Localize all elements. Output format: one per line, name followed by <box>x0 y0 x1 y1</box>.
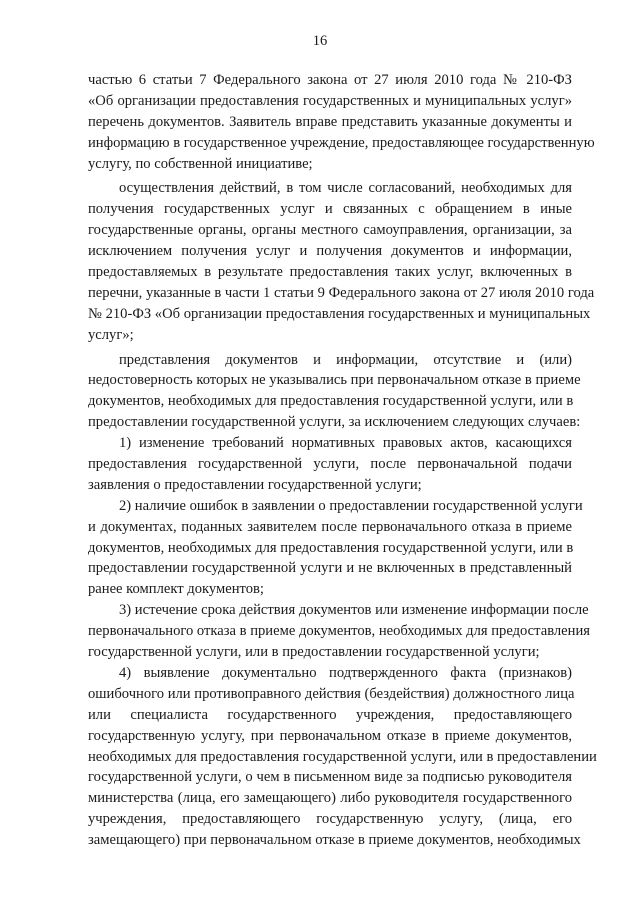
text-line: недостоверность которых не указывались при первоначальном отказе в приеме <box>88 372 581 389</box>
text-line: частью 6 статьи 7 Федерального закона от 27 июля 2010 года № 210-ФЗ <box>88 72 572 88</box>
text-line: исключением получения услуг и получения документов и информации, <box>88 243 572 260</box>
text-line: 3) истечение срока действия документов или изменение информации после <box>119 602 589 619</box>
text-line: ранее комплект документов; <box>88 581 264 598</box>
text-line: 1) изменение требований нормативных правовых актов, касающихся <box>119 435 572 452</box>
text-line: информацию в государственное учреждение, предоставляющее государственную <box>88 134 595 151</box>
text-line: услугу, по собственной инициативе; <box>88 155 313 172</box>
text-line: документов, необходимых для предоставления государственной услуги, или в <box>88 393 574 410</box>
text-line: государственные органы, органы местного самоуправления, организации, за <box>88 222 572 239</box>
text-line: необходимых для предоставления государственной услуги, или в предоставлении <box>88 748 597 765</box>
text-line: документов, необходимых для предоставления государственной услуги, или в <box>88 539 574 556</box>
text-line: 4) выявление документально подтвержденного факта (признаков) <box>119 664 572 681</box>
document-body <box>88 70 597 851</box>
text-line: предоставлении государственной услуги и не включенных в представленный <box>88 560 572 577</box>
text-line: государственной услуги, о чем в письменном виде за подписью руководителя <box>88 769 572 786</box>
text-line: ошибочного или противоправного действия (бездействия) должностного лица <box>88 685 575 702</box>
text-line: предоставления государственной услуги, после первоначальной подачи <box>88 456 572 473</box>
text-line: «Об организации предоставления государственных и муниципальных услуг» <box>88 92 572 109</box>
text-line: государственную услугу, при первоначальном отказе в приеме документов, <box>88 727 572 744</box>
text-line: предоставлении государственной услуги, за исключением следующих случаев: <box>88 414 581 431</box>
text-line: заявления о предоставлении государственной услуги; <box>88 476 422 493</box>
text-line: государственной услуги, или в предоставлении государственной услуги; <box>88 644 540 661</box>
text-line: представления документов и информации, отсутствие и (или) <box>119 351 572 368</box>
text-line: учреждения, предоставляющего государственную услугу, (лица, его <box>88 811 572 828</box>
text-line: № 210-ФЗ «Об организации предоставления государственных и муниципальных <box>88 305 591 322</box>
text-line: перечни, указанные в части 1 статьи 9 Федерального закона от 27 июля 2010 года <box>88 284 595 301</box>
text-line: замещающего) при первоначальном отказе в приеме документов, необходимых <box>88 832 581 849</box>
text-line: услуг»; <box>88 326 134 343</box>
text-line: 2) наличие ошибок в заявлении о предоставлении государственной услуги <box>119 497 583 514</box>
text-line: первоначального отказа в приеме документов, необходимых для предоставления <box>88 623 590 640</box>
text-line: или специалиста государственного учреждения, предоставляющего <box>88 706 572 723</box>
text-line: перечень документов. Заявитель вправе представить указанные документы и <box>88 113 572 130</box>
page-number: 16 <box>312 33 328 49</box>
text-line: получения государственных услуг и связанных с обращением в иные <box>88 201 572 218</box>
text-line: министерства (лица, его замещающего) либо руководителя государственного <box>88 790 572 807</box>
text-line: осуществления действий, в том числе согласований, необходимых для <box>119 180 572 197</box>
text-line: и документах, поданных заявителем после первоначального отказа в приеме <box>88 518 572 535</box>
text-line: предоставляемых в результате предоставления таких услуг, включенных в <box>88 264 572 281</box>
